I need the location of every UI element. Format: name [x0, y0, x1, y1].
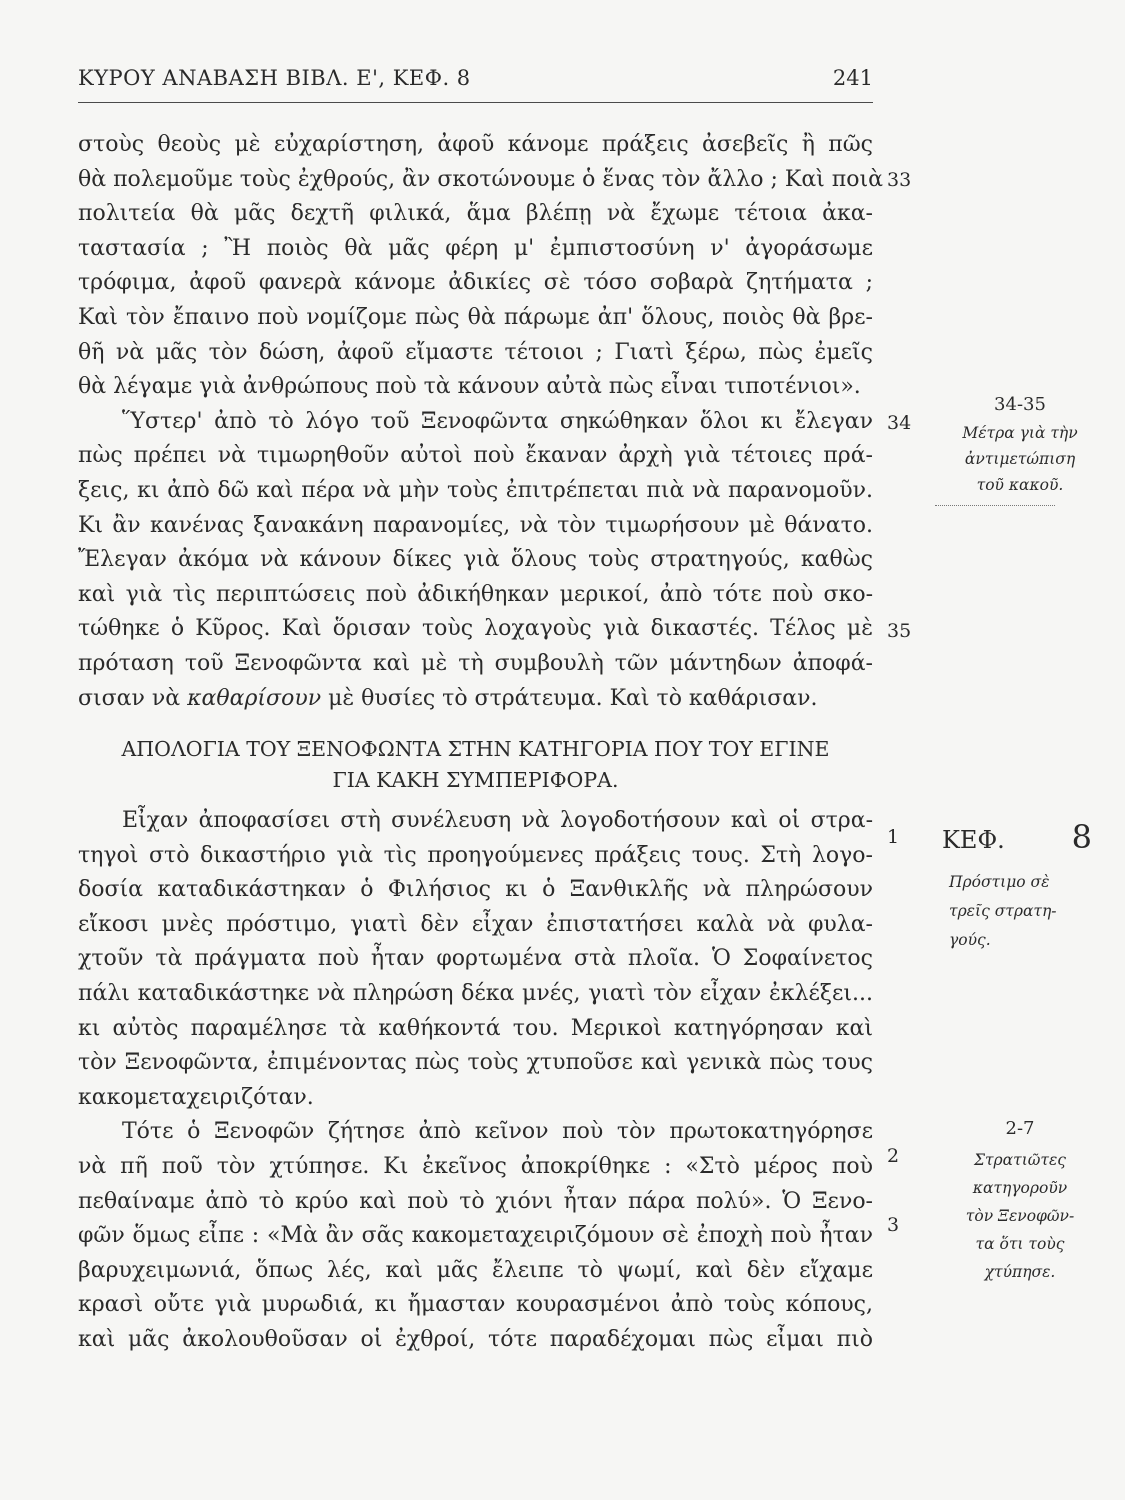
text-line: στοὺς θεοὺς μὲ εὐχαρίστηση, ἀφοῦ κάνομε πράξεις ἀσεβεῖς ἢ πῶς — [78, 132, 873, 157]
text-line: Καὶ τὸν ἔπαινο ποὺ νομίζομε πὼς θὰ πάρωμε ἀπ' ὅλους, ποιὸς θὰ βρε- — [78, 304, 873, 330]
paragraph-number-34: 34 — [887, 412, 912, 434]
heading-gap — [78, 796, 873, 804]
text-run: μὲ θυσίες τὸ στράτευμα. Καὶ τὸ καθάρισαν. — [321, 685, 818, 711]
text-line: πολιτεία θὰ μᾶς δεχτῆ φιλικά, ἅμα βλέπῃ νὰ ἔχωμε τέτοια ἀκα- — [78, 201, 873, 227]
text-line: τώθηκε ὁ Κῦρος. Καὶ ὅρισαν τοὺς λοχαγοὺς γιὰ δικαστές. Τέλος μὲ — [78, 616, 873, 642]
text-line: τηγοὶ στὸ δικαστήριο γιὰ τὶς προηγούμενες πράξεις τους. Στὴ λογο- — [78, 842, 873, 868]
text-line: πρόταση τοῦ Ξενοφῶντα καὶ μὲ τὴ συμβουλὴ τῶν μάντηδων ἀποφά- — [78, 650, 873, 676]
paragraph-number-2: 2 — [887, 1145, 900, 1167]
paragraph-number-35: 35 — [887, 620, 912, 642]
text-line: Τότε ὁ Ξενοφῶν ζήτησε ἀπὸ κεῖνον ποὺ τὸν πρωτοκατηγόρησε — [122, 1119, 873, 1145]
text-line: κρασὶ οὔτε γιὰ μυρωδιά, κι ἤμασταν κουρασμένοι ἀπὸ τοὺς κόπους, — [78, 1292, 873, 1318]
margin-note-line: τὸν Ξενοφῶν- — [965, 1207, 1075, 1225]
main-text — [78, 128, 883, 1358]
paragraph-number-1: 1 — [887, 826, 900, 848]
section-gap — [78, 716, 873, 734]
text-line: φῶν ὅμως εἶπε : «Μὰ ἂν σᾶς κακομεταχειριζόμουν σὲ ἐποχὴ ποὺ ἦταν — [78, 1223, 873, 1249]
text-line: δοσία καταδικάστηκαν ὁ Φιλήσιος κι ὁ Ξανθικλῆς νὰ πληρώσουν — [78, 877, 873, 903]
text-line: Εἶχαν ἀποφασίσει στὴ συνέλευση νὰ λογοδοτήσουν καὶ οἱ στρα- — [122, 808, 873, 834]
paragraph-number-33: 33 — [887, 169, 912, 191]
section-heading-line: ΓΙΑ ΚΑΚΗ ΣΥΜΠΕΡΙΦΟΡΑ. — [332, 768, 619, 793]
margin-note-divider — [935, 505, 1055, 506]
text-line: Κι ἂν κανένας ξανακάνη παρανομίες, νὰ τὸν τιμωρήσουν μὲ θάνατο. — [78, 512, 873, 538]
text-line: νὰ πῆ ποῦ τὸν χτύπησε. Κι ἐκεῖνος ἀποκρίθηκε : «Στὸ μέρος ποὺ — [78, 1154, 873, 1180]
text-line-with-emphasis — [78, 682, 873, 717]
text-line: πάλι καταδικάστηκε νὰ πληρώση δέκα μνές, γιατὶ τὸν εἶχαν ἐκλέξει... — [78, 981, 873, 1007]
margin-note-line: τρεῖς στρατη- — [949, 902, 1057, 920]
margin-note-line: τοῦ κακοῦ. — [976, 476, 1064, 494]
chapter-marker — [942, 818, 1092, 856]
text-line: τρόφιμα, ἀφοῦ φανερὰ κάνομε ἀδικίες σὲ τόσο σοβαρὰ ζητήματα ; — [78, 270, 873, 296]
text-line: θῆ νὰ μᾶς τὸν δώση, ἀφοῦ εἴμαστε τέτοιοι ; Γιατὶ ξέρω, πὼς ἐμεῖς — [78, 339, 873, 365]
text-line: θὰ πολεμοῦμε τοὺς ἐχθρούς, ἂν σκοτώνουμε ὁ ἕνας τὸν ἄλλο ; Καὶ ποιὰ — [78, 166, 883, 192]
margin-note-line: ἀντιμετώπιση — [964, 450, 1076, 468]
emphasis-word: καθαρίσουν — [187, 685, 322, 711]
text-line: κακομεταχειριζόταν. — [78, 1084, 314, 1110]
margin-note-line: Μέτρα γιὰ τὴν — [962, 424, 1078, 442]
text-line: ταστασία ; Ἢ ποιὸς θὰ μᾶς φέρη μ' ἐμπιστοσύνη ν' ἀγοράσωμε — [78, 235, 873, 261]
text-line: εἴκοσι μνὲς πρόστιμο, γιατὶ δὲν εἶχαν ἐπιστατήσει καλὰ νὰ φυλα- — [78, 911, 873, 937]
page-header — [78, 62, 873, 103]
section-heading-line: ΑΠΟΛΟΓΙΑ ΤΟΥ ΞΕΝΟΦΩΝΤΑ ΣΤΗΝ ΚΑΤΗΓΟΡΙΑ ΠΟΥ ΤΟΥ ΕΓΙΝΕ — [121, 737, 830, 762]
paragraph-number-3: 3 — [887, 1214, 900, 1236]
margin-note-line: χτύπησε. — [984, 1263, 1056, 1281]
text-line: ξεις, κι ἀπὸ δῶ καὶ πέρα νὰ μὴν τοὺς ἐπιτρέπεται πιὰ νὰ παρανομοῦν. — [78, 477, 873, 503]
page-number: 241 — [832, 66, 873, 90]
margin-note-range: 2-7 — [1005, 1118, 1035, 1139]
margin-note-line: Στρατιῶτες — [974, 1151, 1066, 1169]
margin-note-line: γούς. — [949, 931, 991, 949]
text-line: κι αὐτὸς παραμέλησε τὰ καθήκοντά του. Μερικοὶ κατηγόρησαν καὶ — [78, 1015, 873, 1041]
text-line: καὶ γιὰ τὶς περιπτώσεις ποὺ ἀδικήθηκαν μερικοί, ἀπὸ τότε ποὺ σκο- — [78, 581, 873, 607]
margin-note — [935, 1146, 1105, 1286]
margin-note-line: κατηγοροῦν — [972, 1179, 1068, 1197]
text-line: θὰ λέγαμε γιὰ ἀνθρώπους ποὺ τὰ κάνουν αὐτὰ πὼς εἶναι τιποτένιοι». — [78, 374, 861, 400]
margin-note — [935, 420, 1105, 498]
running-title: ΚΥΡΟΥ ΑΝΑΒΑΣΗ ΒΙΒΛ. Ε', ΚΕΦ. 8 — [78, 66, 471, 90]
text-line: καὶ μᾶς ἀκολουθοῦσαν οἱ ἐχθροί, τότε παραδέχομαι πὼς εἶμαι πιὸ — [78, 1327, 873, 1352]
text-line: χτοῦν τὰ πράγματα ποὺ ἦταν φορτωμένα στὰ πλοῖα. Ὁ Σοφαίνετος — [78, 946, 873, 972]
margin-note-line: Πρόστιμο σὲ — [949, 873, 1050, 891]
text-line: Ἔλεγαν ἀκόμα νὰ κάνουν δίκες γιὰ ὅλους τοὺς στρατηγούς, καθὼς — [78, 547, 873, 573]
margin-note-line: τα ὅτι τοὺς — [975, 1235, 1065, 1253]
chapter-label: ΚΕΦ. — [942, 826, 1005, 854]
text-line: πεθαίναμε ἀπὸ τὸ κρύο καὶ ποὺ τὸ χιόνι ἦταν πάρα πολύ». Ὁ Ξενο- — [78, 1188, 873, 1214]
margin-note — [935, 868, 1109, 955]
chapter-number: 8 — [1071, 818, 1092, 856]
margin-note-range: 34-35 — [994, 394, 1046, 415]
text-run: σισαν νὰ — [78, 685, 188, 711]
text-line: βαρυχειμωνιά, ὅπως λές, καὶ μᾶς ἔλειπε τὸ ψωμί, καὶ δὲν εἴχαμε — [78, 1257, 873, 1283]
text-line: πὼς πρέπει νὰ τιμωρηθοῦν αὐτοὶ ποὺ ἔκαναν ἀρχὴ γιὰ τέτοιες πρά- — [78, 443, 873, 469]
text-line: Ὕστερ' ἀπὸ τὸ λόγο τοῦ Ξενοφῶντα σηκώθηκαν ὅλοι κι ἔλεγαν — [122, 408, 873, 434]
text-line: τὸν Ξενοφῶντα, ἐπιμένοντας πὼς τοὺς χτυποῦσε καὶ γενικὰ πὼς τους — [78, 1050, 873, 1076]
